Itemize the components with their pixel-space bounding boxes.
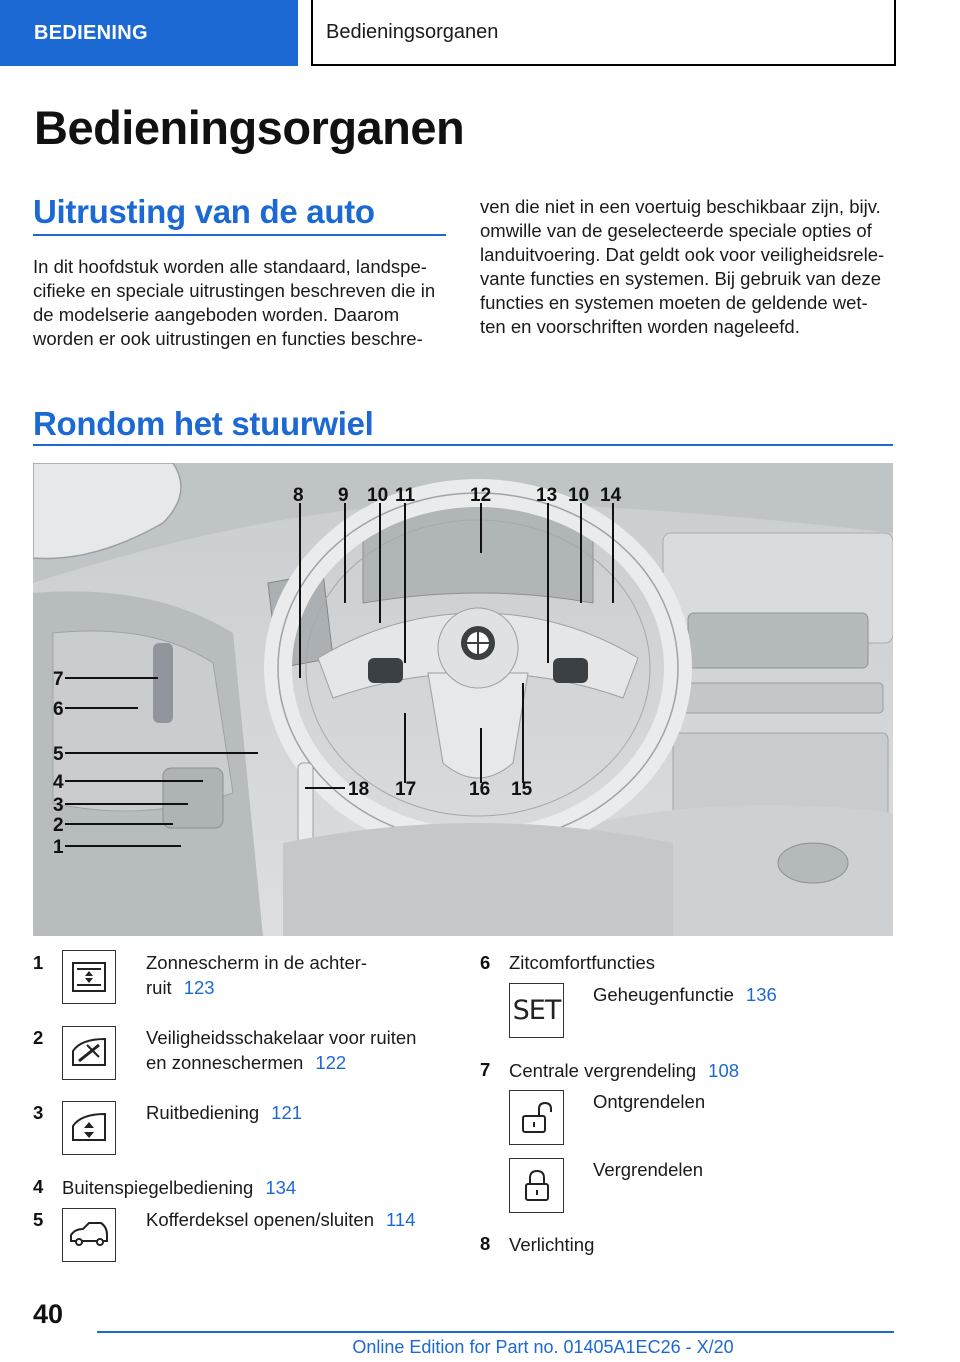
- figure-label-14: 14: [600, 485, 622, 506]
- power-window-icon: [62, 1101, 116, 1155]
- item-number: 1: [33, 952, 44, 973]
- intro-paragraph-right: ven die niet in een voertuig beschikbaar zijn, bijv. omwille van de geselecteerde speciale opties of landuitvoering. Dat geldt ook voor veiligheidsrele- vante functies en systemen. Bij gebruik van deze functies en systemen moeten de geldende wet- ten en voorschriften worden nageleefd.: [480, 196, 885, 337]
- item-text: Zonnescherm in de achter- ruit 123: [146, 952, 368, 998]
- item-number: 4: [33, 1176, 44, 1197]
- figure-label-18: 18: [348, 779, 370, 800]
- intro-paragraph-left: In dit hoofdstuk worden alle standaard, landspe- cifieke en speciale uitrustingen beschreven die in de modelserie aangeboden worden. Daarom worden er ook uitrustingen en functies beschre-: [33, 256, 436, 349]
- topic-tab: Bedieningsorganen: [311, 0, 896, 66]
- set-button-label: SET: [512, 995, 561, 1026]
- section-title-equipment: Uitrusting van de auto: [33, 193, 375, 230]
- figure-label-1: 1: [53, 837, 64, 858]
- section-rule: [33, 234, 446, 236]
- item-number: 6: [480, 952, 491, 973]
- item-number: 8: [480, 1233, 491, 1254]
- item-number: 7: [480, 1059, 491, 1080]
- page-reference[interactable]: 121: [271, 1102, 303, 1123]
- figure-label-13: 13: [536, 485, 558, 506]
- figure-label-6: 6: [53, 699, 64, 720]
- section-title-steering-wheel: Rondom het stuurwiel: [33, 405, 374, 442]
- trunk-lid-icon: [62, 1208, 116, 1262]
- item-text: Buitenspiegelbediening 134: [62, 1177, 297, 1198]
- item-text: Centrale vergrendeling 108: [509, 1060, 740, 1081]
- page-title: Bedieningsorganen: [34, 101, 465, 154]
- footer-edition-link[interactable]: Online Edition for Part no. 01405A1EC26 - X/20: [352, 1337, 734, 1357]
- page-reference[interactable]: 134: [265, 1177, 297, 1198]
- chapter-tab: BEDIENING: [0, 0, 298, 66]
- figure-label-5: 5: [53, 744, 64, 765]
- item-text: Ontgrendelen: [593, 1091, 706, 1112]
- window-safety-switch-icon: [62, 1026, 116, 1080]
- item-text: Geheugenfunctie 136: [593, 984, 777, 1005]
- figure-label-9: 9: [338, 485, 349, 506]
- item-text: Veiligheidsschakelaar voor ruiten en zonneschermen 122: [146, 1027, 417, 1073]
- item-number: 5: [33, 1209, 44, 1230]
- window-rear-sunblind-icon: [62, 950, 116, 1004]
- item-text: Vergrendelen: [593, 1159, 704, 1180]
- cockpit-illustration: [33, 463, 893, 936]
- page-reference[interactable]: 123: [183, 977, 215, 998]
- figure-label-10: 10: [367, 485, 389, 506]
- figure-label-17: 17: [395, 779, 417, 800]
- page-number: 40: [33, 1299, 64, 1329]
- item-number: 2: [33, 1027, 44, 1048]
- figure-label-4: 4: [53, 772, 64, 793]
- figure-label-7: 7: [53, 669, 64, 690]
- figure-label-2: 2: [53, 815, 64, 836]
- figure-label-10b: 10: [568, 485, 590, 506]
- page-reference[interactable]: 108: [708, 1060, 740, 1081]
- page-reference[interactable]: 136: [745, 984, 777, 1005]
- page-reference[interactable]: 114: [386, 1209, 416, 1230]
- page-reference[interactable]: 122: [315, 1052, 347, 1073]
- item-text: Zitcomfortfuncties: [509, 952, 655, 973]
- figure-label-12: 12: [470, 485, 492, 506]
- lock-icon: [509, 1158, 564, 1213]
- figure-label-11: 11: [395, 485, 416, 506]
- unlock-icon: [509, 1090, 564, 1145]
- cockpit-drawing: [33, 463, 893, 936]
- figure-label-16: 16: [469, 779, 491, 800]
- figure-label-8: 8: [293, 485, 304, 506]
- item-text: Ruitbediening 121: [146, 1102, 303, 1123]
- figure-label-15: 15: [511, 779, 533, 800]
- item-text: Kofferdeksel openen/sluiten 114: [146, 1209, 416, 1230]
- section-rule: [33, 444, 893, 446]
- set-button-icon: [509, 983, 564, 1038]
- item-number: 3: [33, 1102, 44, 1123]
- item-text: Verlichting: [509, 1234, 595, 1255]
- figure-label-3: 3: [53, 795, 64, 816]
- footer-rule: [97, 1331, 894, 1333]
